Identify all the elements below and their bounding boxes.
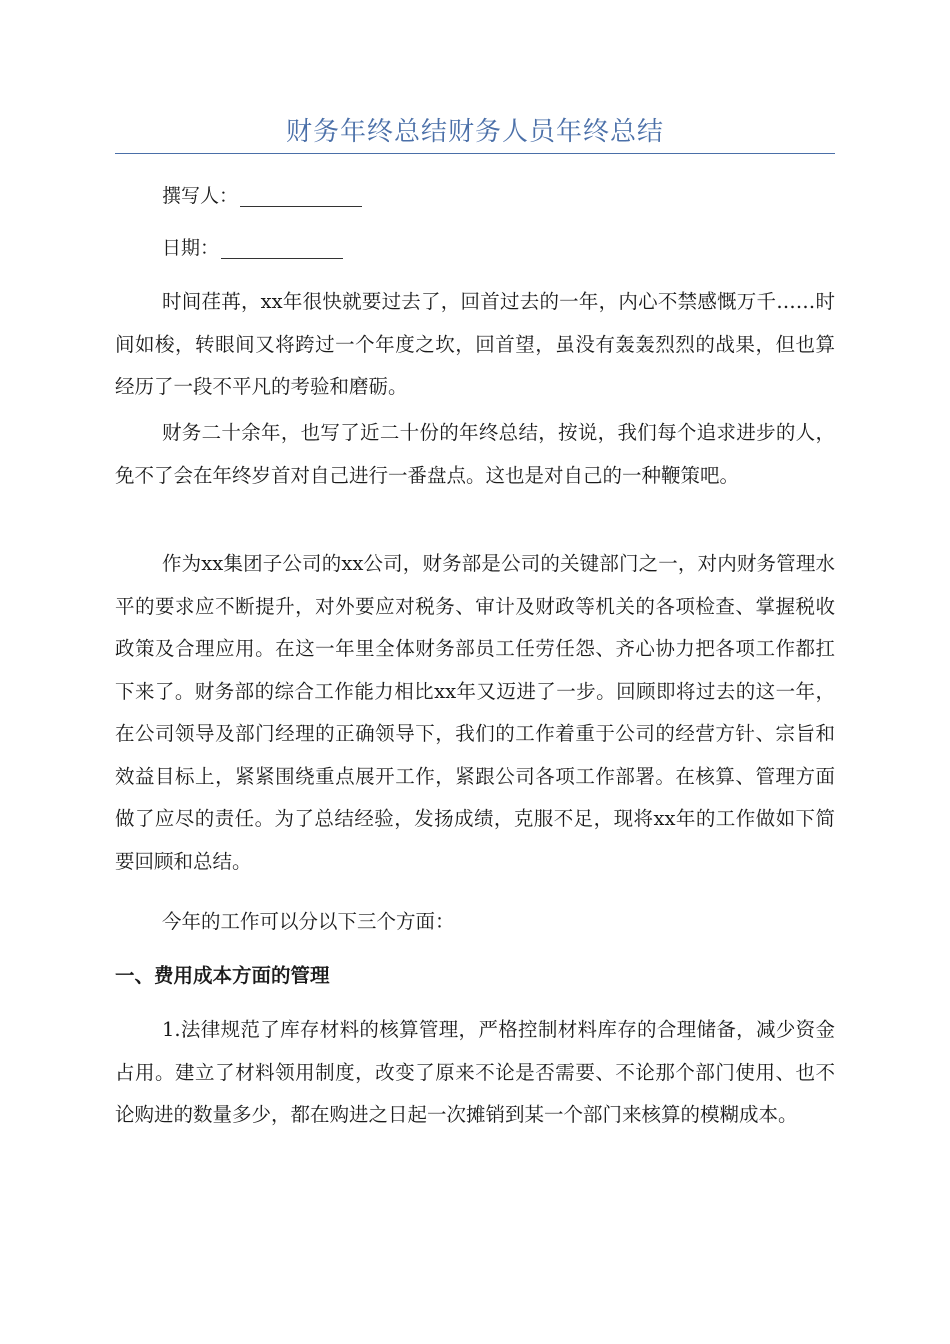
author-label: 撰写人：	[162, 185, 239, 207]
date-label: 日期：	[162, 237, 220, 259]
paragraph-overview: 作为xx集团子公司的xx公司，财务部是公司的关键部门之一，对内财务管理水平的要求应不断提升，对外要应对税务、审计及财政等机关的各项检查、掌握税收政策及合理应用。在这一年里全体财务部员工任劳任怨、齐心协力把各项工作都扛下来了。财务部的综合工作能力相比xx年又迈进了一步。回顾即将过去的这一年，在公司领导及部门经理的正确领导下，我们的工作着重于公司的经营方针、宗旨和效益目标上，紧紧围绕重点展开工作，紧跟公司各项工作部署。在核算、管理方面做了应尽的责任。为了总结经验，发扬成绩，克服不足，现将xx年的工作做如下简要回顾和总结。	[115, 552, 835, 873]
title-divider	[115, 153, 835, 154]
paragraph-reflection: 财务二十余年，也写了近二十份的年终总结，按说，我们每个追求进步的人，免不了会在年终岁首对自己进行一番盘点。这也是对自己的一种鞭策吧。	[115, 421, 835, 487]
document-title: 财务年终总结财务人员年终总结	[285, 117, 664, 147]
date-line	[162, 233, 343, 263]
date-blank	[221, 240, 343, 259]
author-line	[162, 181, 362, 211]
paragraph-intro: 时间荏苒，xx年很快就要过去了，回首过去的一年，内心不禁感慨万千……时间如梭，转眼间又将跨过一个年度之坎，回首望，虽没有轰轰烈烈的战果，但也算经历了一段不平凡的考验和磨砺。	[115, 290, 835, 398]
section-paragraph: 1.法律规范了库存材料的核算管理，严格控制材料库存的合理储备，减少资金占用。建立了材料领用制度，改变了原来不论是否需要、不论那个部门使用、也不论购进的数量多少，都在购进之日起一次摊销到某一个部门来核算的模糊成本。	[115, 1018, 835, 1126]
section-heading: 一、费用成本方面的管理	[115, 964, 330, 987]
paragraph-aspects: 今年的工作可以分以下三个方面：	[162, 910, 455, 933]
author-blank	[240, 188, 362, 207]
